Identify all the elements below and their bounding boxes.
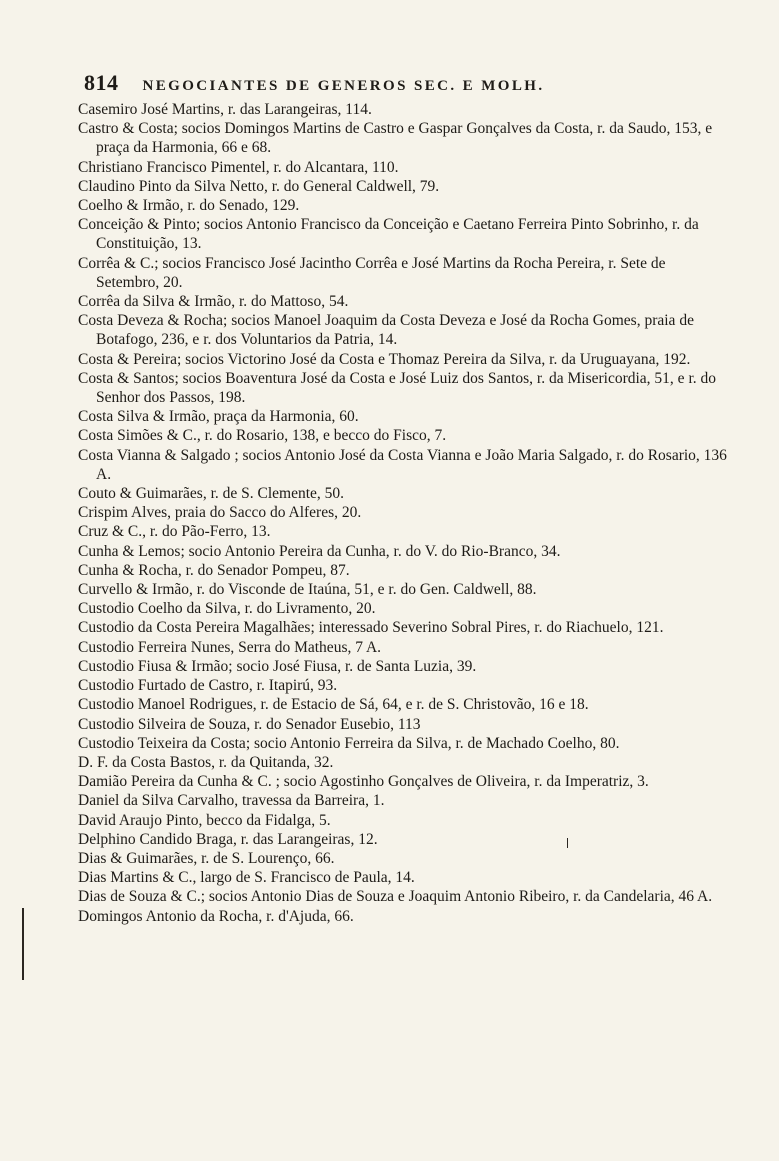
directory-entry: Claudino Pinto da Silva Netto, r. do General Caldwell, 79. [78, 177, 440, 195]
directory-entry: Costa & Pereira; socios Victorino José da Costa e Thomaz Pereira da Silva, r. da Uruguayana, 192. [78, 350, 691, 368]
directory-entry: Corrêa da Silva & Irmão, r. do Mattoso, 54. [78, 293, 349, 311]
running-head: NEGOCIANTES DE GENEROS SEC. E MOLH. [142, 78, 545, 94]
page-header [84, 70, 724, 96]
directory-entry: Delphino Candido Braga, r. das Larangeiras, 12. [78, 830, 378, 848]
directory-entry: Corrêa & C.; socios Francisco José Jacintho Corrêa e José Martins da Rocha Pereira, r. Sete de Setembro, 20. [78, 254, 666, 291]
directory-entry: Custodio Manoel Rodrigues, r. de Estacio de Sá, 64, e r. de S. Christovão, 16 e 18. [78, 696, 589, 714]
directory-entry: Couto & Guimarães, r. de S. Clemente, 50. [78, 485, 345, 503]
directory-entry: Cunha & Rocha, r. do Senador Pompeu, 87. [78, 561, 350, 579]
directory-entry: Costa Vianna & Salgado ; socios Antonio José da Costa Vianna e João Maria Salgado, r. do Rosario, 136 A. [78, 446, 727, 483]
directory-entry: Cruz & C., r. do Pão-Ferro, 13. [78, 523, 271, 541]
directory-entry: Crispim Alves, praia do Sacco do Alferes, 20. [78, 504, 362, 522]
directory-entry: Casemiro José Martins, r. das Larangeiras, 114. [78, 101, 372, 118]
directory-entry: Costa & Santos; socios Boaventura José da Costa e José Luiz dos Santos, r. da Misericordia, 51, e r. do Senhor dos Passos, 198. [78, 369, 716, 407]
directory-entry: Dias Martins & C., largo de S. Francisco de Paula, 14. [78, 869, 415, 887]
directory-entry: Custodio Silveira de Souza, r. do Senador Eusebio, 113 [78, 715, 421, 733]
directory-entry: Custodio Teixeira da Costa; socio Antonio Ferreira da Silva, r. de Machado Coelho, 80. [78, 734, 620, 752]
directory-entry: Coelho & Irmão, r. do Senado, 129. [78, 197, 300, 215]
directory-entry: Custodio Fiusa & Irmão; socio José Fiusa, r. de Santa Luzia, 39. [78, 657, 477, 675]
directory-entry: Daniel da Silva Carvalho, travessa da Barreira, 1. [78, 792, 385, 810]
directory-entry: Curvello & Irmão, r. do Visconde de Itaúna, 51, e r. do Gen. Caldwell, 88. [78, 581, 537, 599]
directory-entry: Custodio Ferreira Nunes, Serra do Matheus, 7 A. [78, 638, 382, 656]
directory-entry: Dias de Souza & C.; socios Antonio Dias de Souza e Joaquim Antonio Ribeiro, r. da Candelaria, 46 A. [78, 888, 713, 906]
directory-entry: Domingos Antonio da Rocha, r. d'Ajuda, 66. [78, 907, 354, 925]
directory-entry: Custodio Coelho da Silva, r. do Livramento, 20. [78, 600, 376, 618]
margin-line-mark [22, 908, 24, 980]
directory-entry: Costa Deveza & Rocha; socios Manoel Joaquim da Costa Deveza e José da Rocha Gomes, praia de Botafogo, 236, e r. dos Voluntarios da Patria, 14. [78, 312, 694, 349]
directory-entry: Custodio Furtado de Castro, r. Itapirú, 93. [78, 677, 338, 695]
directory-entry: Dias & Guimarães, r. de S. Lourenço, 66. [78, 849, 335, 867]
directory-entry: Christiano Francisco Pimentel, r. do Alcantara, 110. [78, 158, 399, 176]
directory-entry: Cunha & Lemos; socio Antonio Pereira da Cunha, r. do V. do Rio-Branco, 34. [78, 542, 561, 560]
directory-entry: Castro & Costa; socios Domingos Martins de Castro e Gaspar Gonçalves da Costa, r. da Saudo, 153, e praça da Harmonia, 66 e 68. [78, 120, 713, 157]
directory-entry: David Araujo Pinto, becco da Fidalga, 5. [78, 811, 331, 829]
directory-entry: Costa Simões & C., r. do Rosario, 138, e becco do Fisco, 7. [78, 427, 447, 445]
page-number: 814 [84, 70, 119, 95]
directory-entry: Damião Pereira da Cunha & C. ; socio Agostinho Gonçalves de Oliveira, r. da Imperatriz, 3. [78, 773, 649, 791]
directory-entry: Conceição & Pinto; socios Antonio Francisco da Conceição e Caetano Ferreira Pinto Sobrinho, r. da Constituição, 13. [78, 216, 699, 253]
directory-entries [78, 100, 728, 926]
directory-entry: Costa Silva & Irmão, praça da Harmonia, 60. [78, 408, 359, 426]
directory-entry: Custodio da Costa Pereira Magalhães; interessado Severino Sobral Pires, r. do Riachuelo, 121. [78, 619, 664, 637]
directory-entry: D. F. da Costa Bastos, r. da Quitanda, 32. [78, 753, 334, 771]
